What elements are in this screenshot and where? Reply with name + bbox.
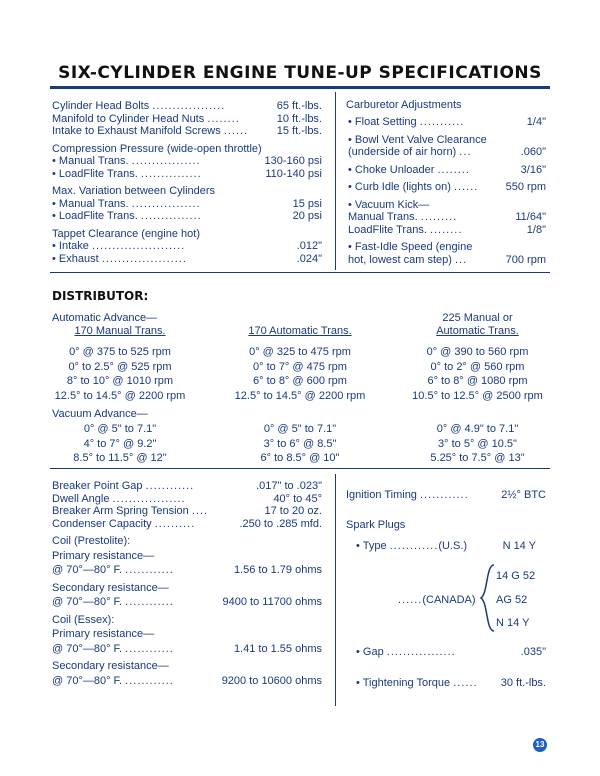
spec-label: • Exhaust [52, 252, 99, 265]
leader-dots: ........ [429, 223, 463, 236]
leader-dots: .......... [154, 517, 196, 530]
spec-row [52, 505, 322, 518]
spec-value: 110-140 psi [265, 167, 322, 180]
spec-label: • Intake [52, 240, 89, 252]
canada-plug-2: AG 52 [496, 594, 528, 606]
advance-cell: 8° to 10° @ 1010 rpm [66, 375, 174, 387]
leader-dots: ..................... [101, 252, 187, 265]
spec-label: • LoadFlite Trans. [52, 210, 138, 222]
spec-value: 9400 to 11700 ohms [222, 596, 322, 608]
spec-label: • Vacuum Kick— [348, 198, 430, 211]
leader-dots: ................. [131, 197, 201, 210]
spec-label: Manual Trans. [348, 211, 418, 223]
spec-row [52, 143, 322, 156]
col-head-225-line1: 225 Manual or [442, 312, 513, 324]
spec-label: Breaker Point Gap [52, 480, 143, 492]
tightening-torque-row: • Tightening Torque ...... 30 ft.-lbs. [356, 677, 546, 689]
spec-value: 1/8" [526, 223, 546, 236]
advance-cell: 8.5° to 11.5° @ 12" [73, 452, 167, 464]
page-number-badge: 13 [533, 738, 547, 752]
spec-row [52, 493, 322, 506]
spec-row [52, 240, 322, 253]
spec-label: • Curb Idle (lights on) [348, 181, 451, 193]
distributor-heading: DISTRIBUTOR: [52, 289, 149, 303]
spec-row [348, 254, 546, 267]
spec-row [52, 168, 322, 181]
spec-label: LoadFlite Trans. [348, 223, 427, 236]
spec-value: 20 psi [292, 210, 322, 222]
advance-cell: 12.5° to 14.5° @ 2200 rpm [54, 389, 186, 402]
advance-cell: 0° @ 375 to 525 rpm [69, 346, 171, 358]
advance-cell: 4° to 7° @ 9.2" [83, 437, 157, 450]
advance-cell: 6° to 8° @ 1080 rpm [427, 375, 528, 387]
spec-row [52, 198, 322, 211]
advance-cell: 12.5° to 14.5° @ 2200 rpm [234, 389, 366, 402]
advance-cell: 3° to 5° @ 10.5" [438, 437, 517, 450]
spec-row [52, 628, 322, 641]
spec-row [52, 228, 322, 241]
spec-value: 550 rpm [505, 181, 546, 193]
leader-dots: ........ [437, 163, 470, 176]
spec-value: 1.41 to 1.55 ohms [233, 642, 322, 655]
spec-label: Manifold to Cylinder Head Nuts [52, 112, 205, 125]
leader-dots: ......... [420, 211, 458, 223]
spec-value: 9200 to 10600 ohms [221, 674, 322, 687]
advance-cell: 6° to 8.5° @ 10" [260, 452, 340, 464]
spec-label: Tappet Clearance (engine hot) [52, 227, 200, 240]
spec-value: 130-160 psi [264, 155, 322, 167]
spec-label: Secondary resistance— [52, 660, 169, 672]
title-rule [50, 86, 550, 89]
spec-label: Max. Variation between Cylinders [52, 185, 216, 197]
advance-cell: 0° to 7° @ 475 rpm [253, 360, 347, 373]
spec-label: @ 70°—80° F. [52, 674, 123, 687]
spec-row [348, 134, 546, 147]
leader-dots: ............... [140, 210, 202, 222]
spec-value: .012" [296, 240, 322, 252]
spec-row [52, 155, 322, 168]
spec-row [52, 643, 322, 656]
spec-value: 65 ft.-lbs. [276, 100, 322, 112]
column-divider-bottom [335, 474, 336, 706]
spec-label: Coil (Essex): [52, 613, 115, 626]
spec-row [52, 550, 322, 563]
spec-row [52, 518, 322, 531]
advance-cell: 0° @ 5" to 7.1" [83, 423, 157, 435]
advance-cell: 0° to 2.5° @ 525 rpm [68, 360, 172, 373]
spec-value: 1.56 to 1.79 ohms [233, 564, 322, 576]
spec-label: • Fast-Idle Speed (engine [348, 241, 473, 253]
spec-label: Intake to Exhaust Manifold Screws [52, 125, 221, 137]
automatic-advance-label: Automatic Advance— [52, 312, 158, 324]
spec-row [52, 535, 322, 548]
spec-row [348, 211, 546, 224]
spec-label: hot, lowest cam step) [348, 253, 452, 266]
leader-dots: ...... [453, 181, 479, 193]
spec-row [348, 181, 546, 194]
spec-row [348, 146, 546, 159]
leader-dots: ... [459, 146, 472, 158]
spec-label: Breaker Arm Spring Tension [52, 505, 189, 517]
advance-cell: 0° @ 4.9" to 7.1" [436, 423, 519, 435]
spec-value: .060" [520, 146, 546, 158]
spec-label: Secondary resistance— [52, 581, 169, 594]
spec-label: • Manual Trans. [52, 155, 129, 167]
spec-value: .250 to .285 mfd. [239, 517, 322, 530]
spec-row [52, 564, 322, 577]
canada-plug-1: 14 G 52 [496, 570, 536, 582]
spec-row [52, 480, 322, 493]
advance-cell: 0° @ 5" to 7.1" [263, 423, 337, 435]
spec-label: Coil (Prestolite): [52, 535, 131, 547]
spec-label: @ 70°—80° F. [52, 642, 123, 655]
advance-cell: 10.5° to 12.5° @ 2500 rpm [412, 389, 543, 402]
leader-dots: ............ [125, 596, 174, 608]
advance-cell: 0° to 2° @ 560 rpm [430, 360, 525, 373]
spec-row [348, 164, 546, 177]
spark-type-row: • Type ............(U.S.) N 14 Y [356, 540, 536, 552]
section-rule-1 [50, 272, 550, 273]
spec-row [52, 614, 322, 627]
spec-row [52, 100, 322, 113]
advance-cell: 0° @ 325 to 475 rpm [249, 346, 351, 358]
vacuum-advance-label: Vacuum Advance— [52, 408, 148, 420]
section-rule-2 [50, 468, 550, 469]
spec-row [52, 660, 322, 673]
spec-label: • LoadFlite Trans. [52, 167, 138, 180]
spec-label: • Choke Unloader [348, 163, 435, 176]
spark-plugs-heading: Spark Plugs [346, 519, 406, 531]
advance-cell: 3° to 6° @ 8.5" [263, 437, 337, 450]
page-title: SIX-CYLINDER ENGINE TUNE-UP SPECIFICATIONS [58, 63, 542, 83]
leader-dots: ............... [140, 167, 202, 180]
spec-value: 17 to 20 oz. [264, 505, 322, 517]
column-divider-top [335, 92, 336, 270]
spec-row [348, 116, 546, 129]
spec-label: Primary resistance— [52, 549, 155, 562]
leader-dots: .................. [152, 100, 226, 112]
spec-value: 10 ft.-lbs. [276, 112, 322, 125]
spec-row [52, 113, 322, 126]
advance-cell: 0° @ 390 to 560 rpm [426, 346, 529, 358]
leader-dots: ... [455, 253, 468, 266]
spec-value: 700 rpm [505, 253, 546, 266]
leader-dots: ................. [131, 155, 201, 167]
leader-dots: ....................... [91, 240, 186, 252]
brace-icon [478, 563, 496, 633]
spec-label: (underside of air horn) [348, 146, 457, 158]
canada-label: ......(CANADA) [398, 594, 476, 606]
spec-value: 15 ft.-lbs. [276, 125, 322, 137]
spec-label: Primary resistance— [52, 628, 155, 640]
leader-dots: ............ [125, 642, 174, 655]
col-head-225-line2: Automatic Trans. [436, 325, 519, 337]
spec-label: • Bowl Vent Valve Clearance [348, 133, 487, 146]
spec-value: .017" to .023" [256, 480, 322, 492]
spec-row [52, 185, 322, 198]
ignition-timing-row: Ignition Timing ............ 2½° BTC [346, 489, 546, 501]
spec-value: .024" [296, 252, 322, 265]
spec-row [52, 596, 322, 609]
leader-dots: .................. [112, 492, 186, 505]
spec-label: Condenser Capacity [52, 517, 152, 530]
spec-row [52, 582, 322, 595]
spec-value: 1/4" [526, 116, 546, 128]
col-head-170-manual: 170 Manual Trans. [74, 325, 166, 337]
spec-label: @ 70°—80° F. [52, 596, 123, 608]
col-head-170-automatic: 170 Automatic Trans. [248, 325, 352, 337]
spec-row [348, 241, 546, 254]
spec-row [348, 224, 546, 237]
spec-value: 15 psi [292, 197, 322, 210]
spec-label: • Float Setting [348, 116, 417, 128]
leader-dots: ............ [145, 480, 195, 492]
advance-cell: 6° to 8° @ 600 rpm [253, 375, 347, 387]
leader-dots: ........ [207, 112, 240, 125]
leader-dots: .... [191, 505, 209, 517]
spec-row [348, 199, 546, 212]
spec-label: Dwell Angle [52, 492, 110, 505]
spec-value: 40° to 45° [273, 492, 322, 505]
spec-row [52, 125, 322, 138]
spec-row [52, 675, 322, 688]
leader-dots: ...... [223, 125, 249, 137]
spec-row [52, 210, 322, 223]
spec-label: @ 70°—80° F. [52, 564, 123, 576]
advance-cell: 5.25° to 7.5° @ 13" [430, 452, 525, 464]
spec-value: 11/64" [515, 211, 546, 223]
spec-value: 3/16" [520, 163, 546, 176]
spec-row [52, 253, 322, 266]
spec-label: Compression Pressure (wide-open throttle) [52, 142, 262, 155]
leader-dots: ........... [419, 116, 465, 128]
canada-plug-3: N 14 Y [496, 617, 530, 629]
spec-label: Cylinder Head Bolts [52, 100, 150, 112]
carburetor-heading: Carburetor Adjustments [346, 99, 462, 111]
spec-label: • Manual Trans. [52, 197, 129, 210]
leader-dots: ............ [125, 674, 174, 687]
leader-dots: ............ [125, 564, 174, 576]
spark-gap-row: • Gap ................. .035" [356, 646, 546, 658]
